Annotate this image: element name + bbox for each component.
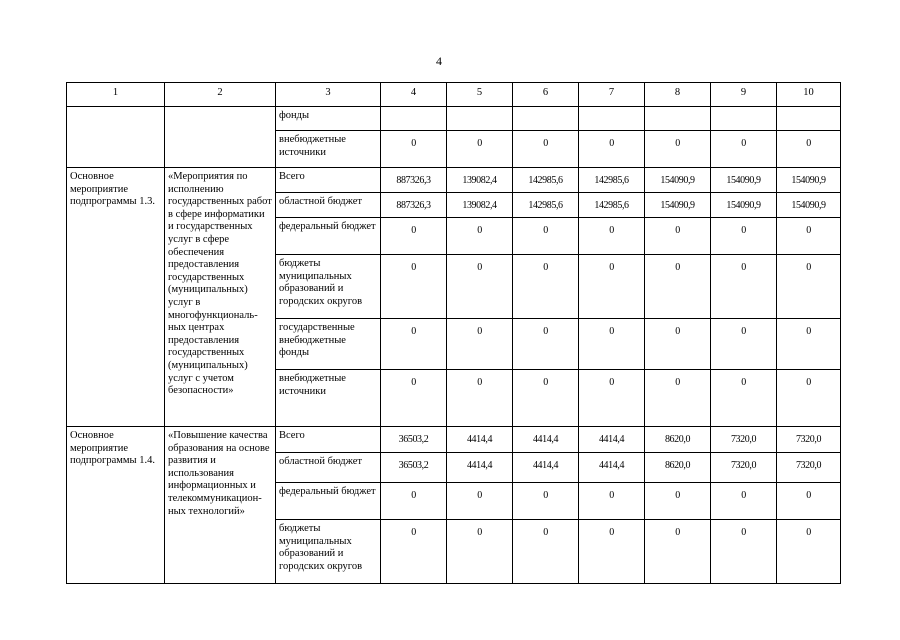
value-cell: 0 [777, 131, 841, 168]
value-cell: 4414,4 [447, 427, 513, 453]
value-cell [579, 107, 645, 131]
value-cell: 0 [711, 483, 777, 520]
value-cell: 0 [711, 218, 777, 255]
value-cell: 0 [381, 255, 447, 319]
value-cell: 7320,0 [777, 427, 841, 453]
value-cell: 0 [711, 131, 777, 168]
value-cell: 0 [513, 520, 579, 584]
value-cell: 0 [447, 255, 513, 319]
value-cell: 142985,6 [579, 168, 645, 193]
value-cell: 139082,4 [447, 168, 513, 193]
event-cell: Основное мероприятие подпрограммы 1.4. [67, 427, 165, 584]
value-cell: 0 [381, 131, 447, 168]
value-cell: 0 [513, 218, 579, 255]
column-header: 5 [447, 83, 513, 107]
column-header: 1 [67, 83, 165, 107]
value-cell [645, 107, 711, 131]
value-cell: 0 [645, 520, 711, 584]
funding-source: областной бюджет [276, 193, 381, 218]
value-cell: 0 [645, 255, 711, 319]
value-cell: 0 [711, 370, 777, 427]
value-cell: 4414,4 [447, 453, 513, 483]
value-cell: 154090,9 [645, 193, 711, 218]
value-cell: 4414,4 [513, 427, 579, 453]
name-cell: «Повышение качества образования на основе развития и использования информационных и телекоммуникацион-ных технологий» [165, 427, 276, 584]
value-cell: 0 [645, 483, 711, 520]
table-row [67, 107, 841, 131]
value-cell [447, 107, 513, 131]
value-cell: 0 [513, 131, 579, 168]
funding-source: Всего [276, 427, 381, 453]
value-cell: 0 [579, 483, 645, 520]
value-cell: 154090,9 [645, 168, 711, 193]
header-row [67, 83, 841, 107]
table-row [67, 427, 841, 453]
value-cell [777, 107, 841, 131]
column-header: 10 [777, 83, 841, 107]
value-cell: 154090,9 [777, 193, 841, 218]
funding-source: Всего [276, 168, 381, 193]
value-cell: 0 [777, 218, 841, 255]
value-cell: 154090,9 [711, 168, 777, 193]
table-row [67, 168, 841, 193]
value-cell: 0 [447, 520, 513, 584]
column-header: 4 [381, 83, 447, 107]
value-cell: 0 [513, 370, 579, 427]
budget-table [66, 82, 841, 584]
event-cell: Основное мероприятие подпрограммы 1.3. [67, 168, 165, 427]
value-cell: 0 [447, 131, 513, 168]
value-cell: 0 [447, 218, 513, 255]
value-cell: 0 [381, 319, 447, 370]
value-cell [381, 107, 447, 131]
value-cell: 0 [381, 483, 447, 520]
funding-source: федеральный бюджет [276, 218, 381, 255]
column-header: 8 [645, 83, 711, 107]
funding-source: областной бюджет [276, 453, 381, 483]
value-cell: 0 [579, 319, 645, 370]
value-cell: 0 [513, 483, 579, 520]
column-header: 7 [579, 83, 645, 107]
funding-source: внебюджетные источники [276, 131, 381, 168]
value-cell [711, 107, 777, 131]
value-cell: 0 [711, 255, 777, 319]
value-cell: 7320,0 [777, 453, 841, 483]
value-cell: 0 [711, 319, 777, 370]
value-cell: 0 [579, 520, 645, 584]
value-cell: 0 [645, 370, 711, 427]
value-cell: 0 [447, 370, 513, 427]
value-cell: 0 [579, 218, 645, 255]
name-cell [165, 107, 276, 168]
value-cell: 0 [447, 483, 513, 520]
value-cell: 142985,6 [513, 168, 579, 193]
value-cell: 142985,6 [579, 193, 645, 218]
table-body [67, 83, 841, 584]
value-cell: 887326,3 [381, 193, 447, 218]
value-cell: 36503,2 [381, 453, 447, 483]
value-cell: 7320,0 [711, 453, 777, 483]
funding-source: федеральный бюджет [276, 483, 381, 520]
value-cell: 0 [381, 218, 447, 255]
value-cell: 0 [777, 370, 841, 427]
value-cell: 154090,9 [777, 168, 841, 193]
value-cell [513, 107, 579, 131]
value-cell: 4414,4 [579, 427, 645, 453]
funding-source: бюджеты муниципальных образований и городских округов [276, 520, 381, 584]
value-cell: 0 [579, 370, 645, 427]
column-header: 6 [513, 83, 579, 107]
value-cell: 4414,4 [513, 453, 579, 483]
value-cell: 0 [777, 255, 841, 319]
funding-source: государственные внебюджетные фонды [276, 319, 381, 370]
value-cell: 154090,9 [711, 193, 777, 218]
value-cell: 36503,2 [381, 427, 447, 453]
value-cell: 0 [777, 520, 841, 584]
value-cell: 0 [579, 255, 645, 319]
value-cell: 0 [579, 131, 645, 168]
value-cell: 4414,4 [579, 453, 645, 483]
value-cell: 0 [645, 218, 711, 255]
funding-source: внебюджетные источники [276, 370, 381, 427]
value-cell: 0 [711, 520, 777, 584]
value-cell: 0 [777, 319, 841, 370]
value-cell: 0 [645, 319, 711, 370]
column-header: 3 [276, 83, 381, 107]
column-header: 2 [165, 83, 276, 107]
name-cell: «Мероприятия по исполнению государственных работ в сфере информатики и государственных услуг в сфере обеспечения предоставления государственных (муниципальных) услуг в многофункциональ-ных центрах предоставления государственных (муниципальных) услуг с учетом безопасности» [165, 168, 276, 427]
value-cell: 0 [381, 520, 447, 584]
value-cell: 139082,4 [447, 193, 513, 218]
value-cell: 0 [513, 319, 579, 370]
value-cell: 0 [777, 483, 841, 520]
value-cell: 8620,0 [645, 427, 711, 453]
funding-source: бюджеты муниципальных образований и городских округов [276, 255, 381, 319]
value-cell: 8620,0 [645, 453, 711, 483]
event-cell [67, 107, 165, 168]
value-cell: 7320,0 [711, 427, 777, 453]
funding-source: фонды [276, 107, 381, 131]
value-cell: 142985,6 [513, 193, 579, 218]
page-number: 4 [436, 54, 442, 68]
value-cell: 887326,3 [381, 168, 447, 193]
value-cell: 0 [447, 319, 513, 370]
column-header: 9 [711, 83, 777, 107]
value-cell: 0 [645, 131, 711, 168]
value-cell: 0 [513, 255, 579, 319]
value-cell: 0 [381, 370, 447, 427]
